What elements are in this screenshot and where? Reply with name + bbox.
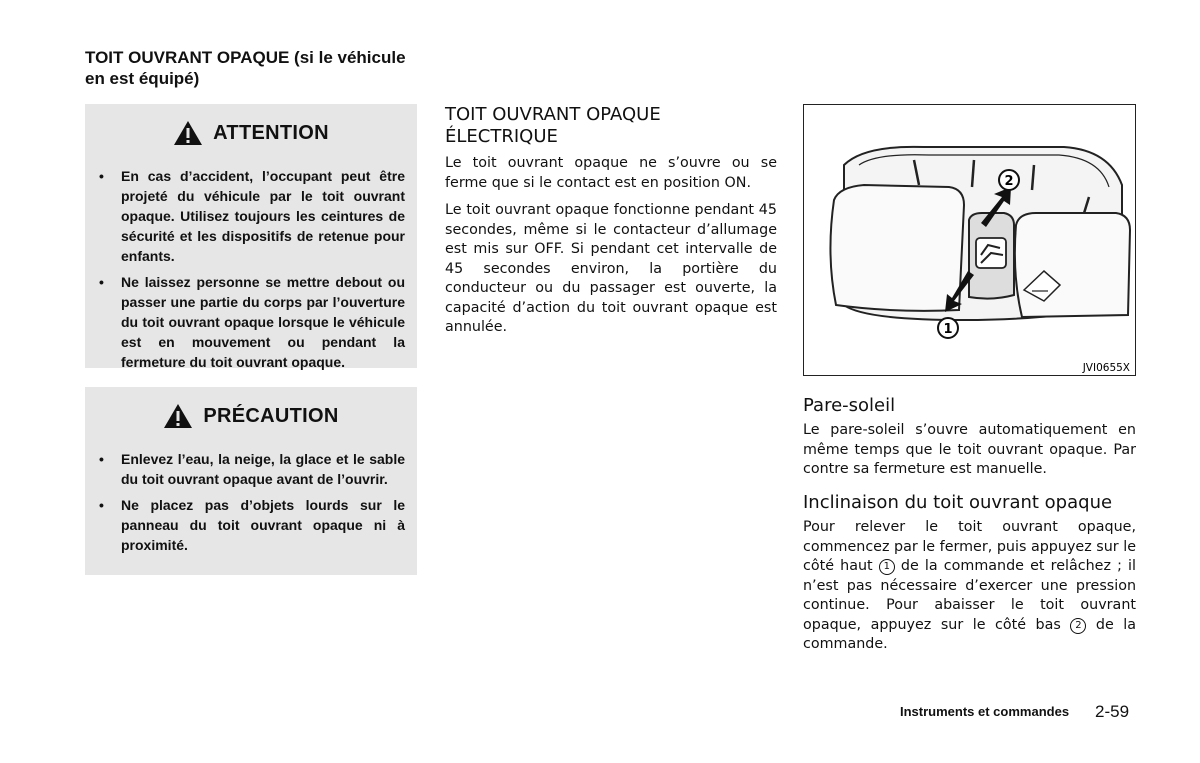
precaution-label: PRÉCAUTION <box>203 404 339 427</box>
circled-number-2: 2 <box>1070 618 1086 634</box>
attention-item: • Ne laissez personne se mettre debout ou passer une partie du corps par l’ouverture du toit ouvrant opaque lorsque le véhicule est en mouvement ou pendant la fermeture du toit ouvrant opaque. <box>99 272 405 372</box>
tilt-text-part: de la commande et relâchez ; il n’est pas nécessaire d’exercer une pression continue. Pour abaisser le toit ouvrant opaque, appuyez sur le côté bas <box>803 558 1136 633</box>
tilt-text <box>803 518 1136 655</box>
electric-paragraph: Le toit ouvrant opaque ne s’ouvre ou se ferme que si le contact est en position ON. <box>445 155 777 191</box>
tilt-section <box>803 492 1136 655</box>
warning-icon <box>173 120 203 146</box>
electric-paragraph: Le toit ouvrant opaque fonctionne pendant 45 secondes, même si le contacteur d’allumage est mis sur OFF. Si pendant cet intervalle de 45 secondes environ, la portière du conducteur ou du passager est ouverte, la capacité d’action du toit ouvrant opaque est annulée. <box>445 202 777 335</box>
electric-section <box>445 104 777 338</box>
sunshade-heading: Pare-soleil <box>803 395 896 416</box>
footer-section-name: Instruments et commandes <box>900 704 1070 719</box>
sunshade-section <box>803 395 1136 480</box>
precaution-box <box>85 387 417 575</box>
page-number: 2-59 <box>1095 702 1130 721</box>
sunroof-switch-figure <box>803 104 1136 376</box>
precaution-item: • Enlevez l’eau, la neige, la glace et le sable du toit ouvrant opaque avant de l’ouvrir. <box>99 449 405 489</box>
callout-1: 1 <box>943 322 953 337</box>
attention-label: ATTENTION <box>213 121 329 144</box>
tilt-text-part: Pour relever le toit ouvrant opaque, commencez par le fermer, puis appuyez sur le côté haut <box>803 519 1136 574</box>
section-title: TOIT OUVRANT OPAQUE (si le véhicule en est équipé) <box>85 48 406 88</box>
callout-2: 2 <box>1004 174 1014 189</box>
warning-icon <box>163 403 193 429</box>
tilt-text-part: de la commande. <box>803 616 1137 652</box>
figure-code: JVI0655X <box>1082 362 1130 374</box>
circled-number-1: 1 <box>879 559 895 575</box>
attention-item: • En cas d’accident, l’occupant peut être projeté du véhicule par le toit ouvrant opaque. Utilisez toujours les ceintures de sécurité et les dispositifs de retenue pour enfants. <box>99 166 405 266</box>
sunshade-text: Le pare-soleil s’ouvre automatiquement en même temps que le toit ouvrant opaque. Par contre sa fermeture est manuelle. <box>803 422 1136 477</box>
attention-box <box>85 104 417 368</box>
precaution-item: • Ne placez pas d’objets lourds sur le panneau du toit ouvrant opaque ni à proximité. <box>99 495 405 555</box>
tilt-heading: Inclinaison du toit ouvrant opaque <box>803 492 1113 513</box>
electric-heading: TOIT OUVRANT OPAQUE ÉLECTRIQUE <box>445 104 661 147</box>
roof-console-illustration <box>804 105 1135 375</box>
